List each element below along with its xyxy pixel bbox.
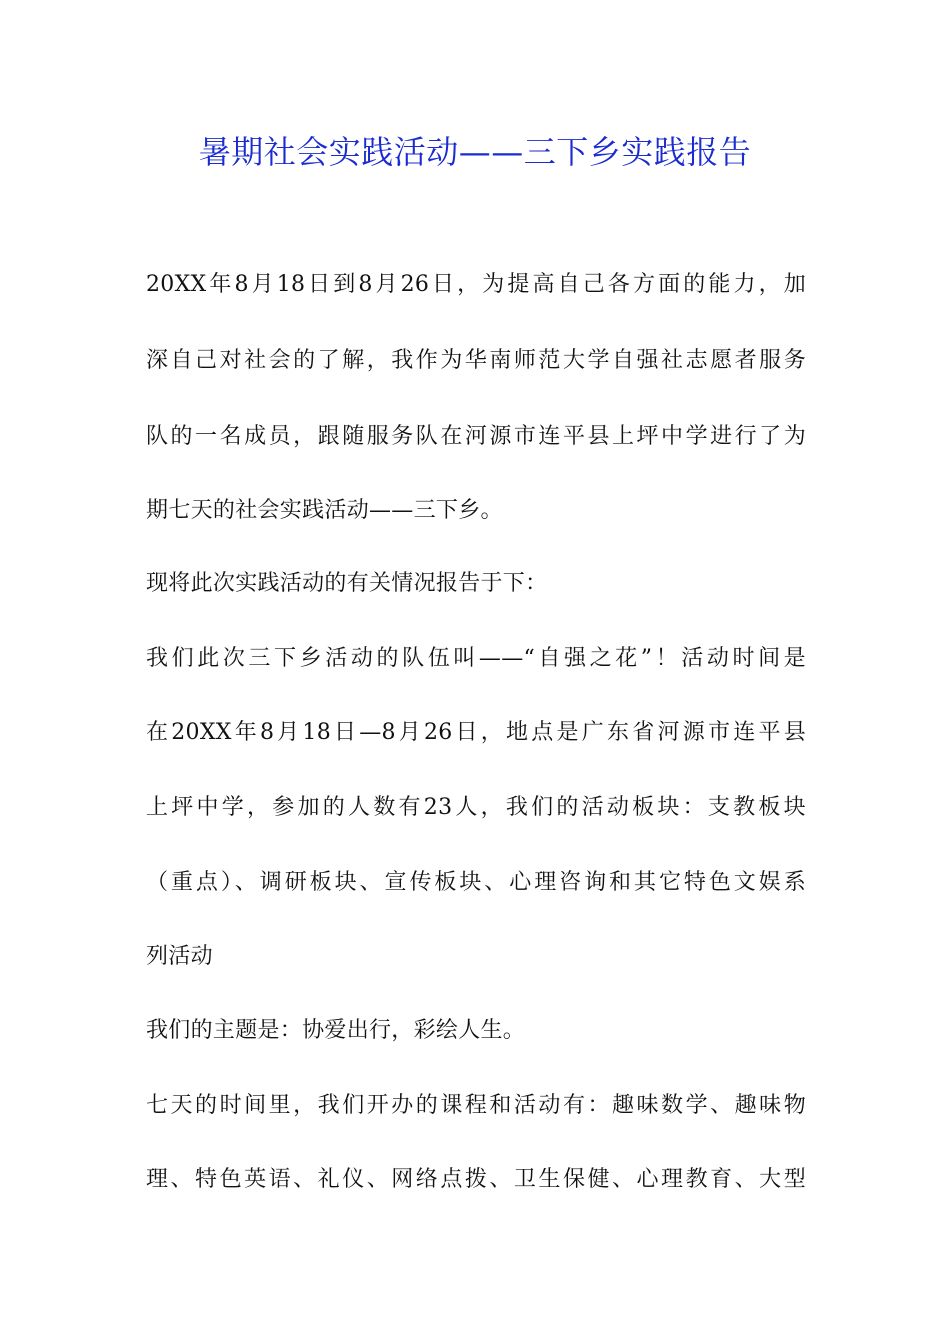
document-title: 暑期社会实践活动——三下乡实践报告 <box>198 133 752 171</box>
paragraph-line: 在20XX年8月18日—8月26日，地点是广东省河源市连平县 <box>146 720 806 745</box>
paragraph-line: 七天的时间里，我们开办的课程和活动有：趣味数学、趣味物 <box>146 1093 806 1118</box>
paragraph-line: 理、特色英语、礼仪、网络点拨、卫生保健、心理教育、大型 <box>146 1167 806 1192</box>
paragraph-line: 上坪中学，参加的人数有23人，我们的活动板块：支教板块 <box>146 795 806 820</box>
paragraph-line: 期七天的社会实践活动——三下乡。 <box>146 498 503 523</box>
paragraph-line: 现将此次实践活动的有关情况报告于下： <box>146 571 548 596</box>
paragraph-line: 我们的主题是：协爱出行，彩绘人生。 <box>146 1018 526 1043</box>
paragraph-line: 列活动 <box>146 944 213 969</box>
paragraph-line: 20XX年8月18日到8月26日，为提高自己各方面的能力，加 <box>146 272 806 297</box>
paragraph-line: 我们此次三下乡活动的队伍叫——“自强之花”！活动时间是 <box>146 646 806 671</box>
paragraph-line: 深自己对社会的了解，我作为华南师范大学自强社志愿者服务 <box>146 348 806 373</box>
paragraph-line: （重点）、调研板块、宣传板块、心理咨询和其它特色文娱系 <box>146 870 806 895</box>
paragraph-line: 队的一名成员，跟随服务队在河源市连平县上坪中学进行了为 <box>146 424 806 449</box>
